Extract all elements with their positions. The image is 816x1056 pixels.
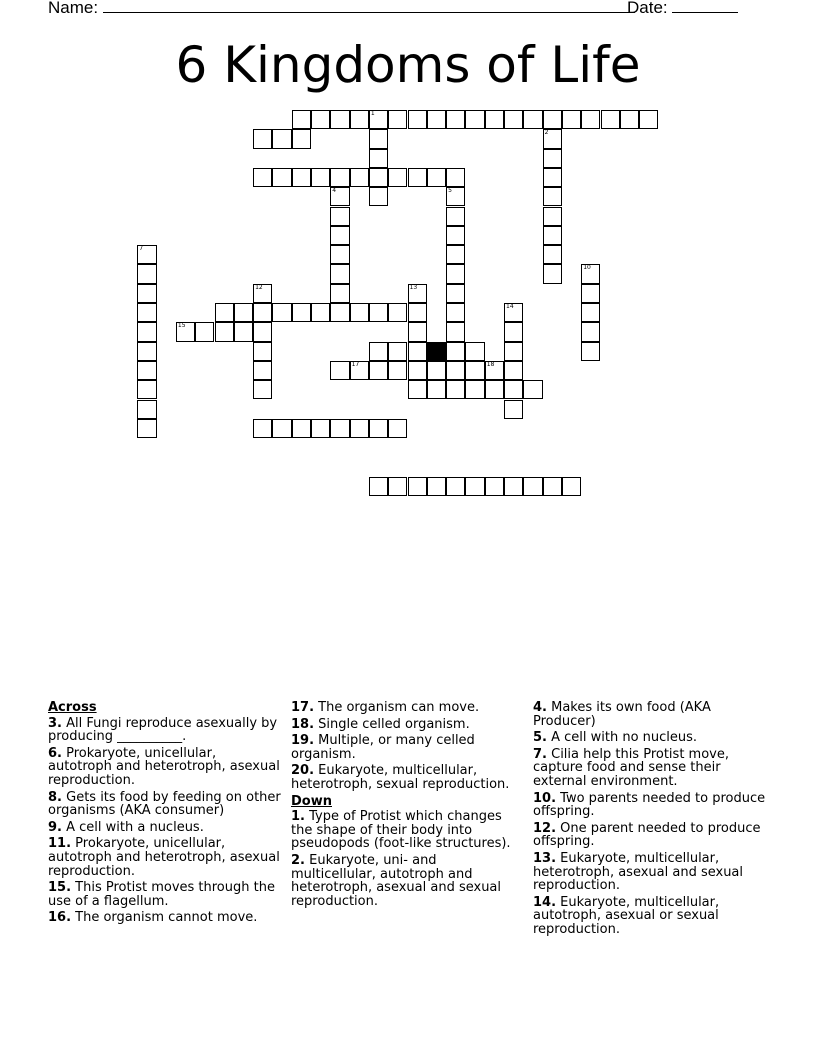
crossword-cell[interactable] [543, 245, 562, 264]
clue-number: 7. [533, 746, 547, 762]
cell-number: 13 [409, 283, 418, 291]
down-heading: Down [291, 793, 332, 809]
clue-text: All Fungi reproduce asexually by producing __________. [48, 715, 278, 745]
down-clue [533, 896, 769, 937]
crossword-cell[interactable] [446, 303, 465, 322]
crossword-cell[interactable] [446, 342, 465, 361]
cell-number: 15 [177, 322, 186, 330]
crossword-cell[interactable] [388, 419, 407, 438]
crossword-cell[interactable] [330, 284, 349, 303]
crossword-cell[interactable] [581, 322, 600, 341]
crossword-cell[interactable] [543, 264, 562, 283]
crossword-cell[interactable] [137, 284, 156, 303]
crossword-cell[interactable] [253, 322, 272, 341]
name-label: Name: [48, 0, 99, 17]
clue-number: 3. [48, 715, 62, 731]
crossword-cell[interactable] [388, 110, 407, 129]
crossword-cell[interactable] [446, 284, 465, 303]
crossword-cell[interactable] [485, 477, 504, 496]
across-clue [48, 837, 284, 878]
crossword-cell[interactable] [311, 110, 330, 129]
crossword-cell[interactable] [504, 400, 523, 419]
clue-text: A cell with no nucleus. [546, 730, 698, 746]
across-clue [48, 881, 284, 908]
crossword-cell[interactable] [581, 342, 600, 361]
down-clue [533, 792, 769, 819]
clue-text: Makes its own food (AKA Producer) [533, 700, 711, 729]
crossword-cell[interactable] [253, 361, 272, 380]
across-clues [48, 717, 284, 925]
across-clue [291, 701, 523, 715]
clue-number: 12. [533, 820, 557, 836]
crossword-cell[interactable] [504, 110, 523, 129]
clues-column-2 [291, 701, 523, 911]
clue-text: The organism cannot move. [71, 910, 258, 926]
cell-number: 12 [255, 283, 263, 291]
crossword-cell[interactable] [581, 284, 600, 303]
crossword-cell[interactable] [272, 303, 291, 322]
crossword-cell[interactable] [311, 419, 330, 438]
crossword-cell[interactable] [446, 477, 465, 496]
crossword-cell[interactable] [369, 149, 388, 168]
across-clue [48, 747, 284, 788]
across-clue [291, 764, 523, 791]
crossword-cell[interactable] [330, 264, 349, 283]
crossword-cell[interactable] [176, 322, 195, 341]
cell-number: 17 [351, 360, 360, 368]
crossword-cell[interactable] [369, 129, 388, 148]
clue-number: 13. [533, 850, 557, 866]
crossword-cell[interactable] [408, 322, 427, 341]
crossword-cell[interactable] [215, 322, 234, 341]
clue-text: Prokaryote, unicellular, autotroph and heterotroph, asexual reproduction. [48, 836, 280, 879]
clues-column-3 [533, 701, 769, 940]
crossword-cell[interactable] [253, 168, 272, 187]
crossword-cell[interactable] [388, 477, 407, 496]
crossword-cell[interactable] [465, 110, 484, 129]
crossword-cell[interactable] [408, 303, 427, 322]
crossword-cell[interactable] [369, 342, 388, 361]
crossword-cell[interactable] [543, 187, 562, 206]
clue-number: 10. [533, 790, 557, 806]
cell-number: 7 [139, 245, 144, 253]
crossword-cell[interactable] [253, 419, 272, 438]
crossword-cell[interactable] [388, 342, 407, 361]
crossword-cell[interactable] [465, 477, 484, 496]
down-clues-cont [533, 701, 769, 937]
crossword-cell[interactable] [504, 477, 523, 496]
crossword-cell[interactable] [330, 303, 349, 322]
clue-number: 8. [48, 789, 62, 805]
crossword-cell[interactable] [369, 419, 388, 438]
cell-number: 18 [486, 360, 495, 368]
clue-text: Multiple, or many celled organism. [291, 733, 475, 762]
crossword-cell[interactable] [369, 477, 388, 496]
crossword-cell[interactable] [350, 419, 369, 438]
crossword-cell[interactable] [581, 110, 600, 129]
clue-text: Eukaryote, multicellular, autotroph, asexual or sexual reproduction. [533, 894, 720, 937]
down-clue [533, 731, 769, 745]
crossword-cell[interactable] [639, 110, 658, 129]
clues-column-1 [48, 701, 284, 928]
across-heading: Across [48, 700, 97, 715]
crossword-cell[interactable] [601, 110, 620, 129]
crossword-cell[interactable] [330, 207, 349, 226]
crossword-cell[interactable] [272, 419, 291, 438]
crossword-cell[interactable] [523, 380, 542, 399]
crossword-cell[interactable] [465, 361, 484, 380]
crossword-cell[interactable] [137, 245, 156, 264]
clue-text: The organism can move. [314, 700, 480, 715]
crossword-cell[interactable] [195, 322, 214, 341]
down-clue [533, 701, 769, 728]
crossword-cell[interactable] [408, 342, 427, 361]
clue-number: 19. [291, 733, 315, 749]
crossword-cell[interactable] [465, 342, 484, 361]
date-label: Date: [627, 0, 668, 17]
crossword-cell[interactable] [543, 477, 562, 496]
crossword-cell[interactable] [408, 380, 427, 399]
crossword-cell[interactable] [408, 477, 427, 496]
clue-number: 20. [291, 763, 315, 779]
crossword-cell[interactable] [543, 168, 562, 187]
crossword-cell[interactable] [369, 168, 388, 187]
crossword-cell[interactable] [330, 187, 349, 206]
crossword-cell[interactable] [581, 303, 600, 322]
crossword-cell[interactable] [485, 361, 504, 380]
crossword-cell[interactable] [388, 303, 407, 322]
clue-number: 14. [533, 894, 557, 910]
crossword-cell[interactable] [253, 380, 272, 399]
crossword-cell[interactable] [504, 322, 523, 341]
crossword-cell[interactable] [137, 264, 156, 283]
across-clue [291, 734, 523, 761]
crossword-cell[interactable] [253, 303, 272, 322]
crossword-cell[interactable] [543, 129, 562, 148]
crossword-cell[interactable] [408, 168, 427, 187]
crossword-cell[interactable] [504, 380, 523, 399]
crossword-cell[interactable] [292, 419, 311, 438]
down-clue [533, 852, 769, 893]
clue-text: This Protist moves through the use of a flagellum. [48, 880, 275, 909]
crossword-cell[interactable] [485, 110, 504, 129]
crossword-cell[interactable] [292, 168, 311, 187]
down-clues [291, 810, 523, 908]
across-clue [48, 717, 284, 744]
crossword-cell[interactable] [330, 226, 349, 245]
crossword-cell[interactable] [253, 129, 272, 148]
crossword-grid [0, 0, 816, 450]
crossword-cell[interactable] [620, 110, 639, 129]
crossword-cell[interactable] [504, 361, 523, 380]
crossword-cell[interactable] [504, 342, 523, 361]
crossword-cell[interactable] [137, 380, 156, 399]
crossword-cell[interactable] [446, 361, 465, 380]
across-clue [291, 718, 523, 732]
crossword-cell[interactable] [562, 110, 581, 129]
crossword-cell[interactable] [272, 129, 291, 148]
crossword-cell[interactable] [272, 168, 291, 187]
crossword-cell[interactable] [465, 380, 484, 399]
down-clue [533, 822, 769, 849]
crossword-cell[interactable] [350, 361, 369, 380]
crossword-cell[interactable] [369, 110, 388, 129]
crossword-cell[interactable] [330, 110, 349, 129]
crossword-cell[interactable] [369, 303, 388, 322]
clue-text: Gets its food by feeding on other organisms (AKA consumer) [48, 789, 281, 819]
crossword-cell[interactable] [292, 303, 311, 322]
crossword-cell[interactable] [253, 342, 272, 361]
crossword-cell[interactable] [446, 168, 465, 187]
crossword-cell[interactable] [137, 419, 156, 438]
crossword-cell[interactable] [446, 380, 465, 399]
crossword-cell[interactable] [408, 284, 427, 303]
crossword-cell[interactable] [504, 303, 523, 322]
crossword-cell[interactable] [137, 361, 156, 380]
cell-number: 2 [544, 129, 549, 137]
crossword-cell[interactable] [350, 303, 369, 322]
crossword-cell[interactable] [446, 264, 465, 283]
crossword-cell[interactable] [137, 303, 156, 322]
crossword-cell[interactable] [446, 226, 465, 245]
clue-number: 1. [291, 809, 305, 825]
across-clue [48, 911, 284, 925]
crossword-cell[interactable] [330, 245, 349, 264]
crossword-cell[interactable] [446, 245, 465, 264]
crossword-cell[interactable] [427, 477, 446, 496]
crossword-cell[interactable] [311, 168, 330, 187]
clue-text: Prokaryote, unicellular, autotroph and heterotroph, asexual reproduction. [48, 745, 280, 788]
crossword-cell[interactable] [543, 226, 562, 245]
clue-number: 4. [533, 700, 547, 715]
crossword-cell[interactable] [137, 322, 156, 341]
across-clue [48, 791, 284, 818]
crossword-cell[interactable] [543, 149, 562, 168]
crossword-cell[interactable] [369, 187, 388, 206]
crossword-cell[interactable] [330, 419, 349, 438]
crossword-cell[interactable] [350, 168, 369, 187]
blocked-cell [427, 342, 446, 361]
crossword-cell[interactable] [408, 361, 427, 380]
crossword-cell[interactable] [234, 322, 253, 341]
page-title: 6 Kingdoms of Life [175, 36, 641, 94]
clue-number: 5. [533, 730, 547, 746]
crossword-cell[interactable] [562, 477, 581, 496]
cell-number: 14 [506, 303, 514, 310]
clue-number: 16. [48, 910, 72, 926]
down-clue [533, 748, 769, 789]
clue-number: 11. [48, 836, 72, 852]
cell-number: 4 [332, 187, 337, 195]
clue-text: Type of Protist which changes the shape of their body into pseudopods (foot-like structures). [291, 809, 511, 852]
clue-number: 17. [291, 700, 315, 715]
crossword-cell[interactable] [388, 168, 407, 187]
clue-text: Eukaryote, multicellular, heterotroph, sexual reproduction. [291, 763, 510, 792]
crossword-cell[interactable] [427, 380, 446, 399]
clue-number: 6. [48, 745, 62, 761]
crossword-cell[interactable] [388, 361, 407, 380]
crossword-cell[interactable] [581, 264, 600, 283]
clue-text: Two parents needed to produce offspring. [533, 790, 766, 820]
crossword-cell[interactable] [292, 110, 311, 129]
clue-number: 2. [291, 852, 305, 868]
crossword-cell[interactable] [253, 284, 272, 303]
across-clues-cont [291, 701, 523, 792]
crossword-cell[interactable] [427, 361, 446, 380]
clue-text: Eukaryote, uni- and multicellular, autotroph and heterotroph, asexual and sexual reproduction. [291, 852, 502, 909]
clue-text: One parent needed to produce offspring. [533, 820, 761, 850]
clue-number: 18. [291, 716, 315, 732]
crossword-cell[interactable] [485, 380, 504, 399]
crossword-cell[interactable] [408, 110, 427, 129]
crossword-cell[interactable] [523, 477, 542, 496]
across-clue [48, 821, 284, 835]
crossword-cell[interactable] [446, 322, 465, 341]
clue-number: 15. [48, 880, 72, 896]
crossword-cell[interactable] [523, 110, 542, 129]
crossword-cell[interactable] [427, 110, 446, 129]
crossword-cell[interactable] [311, 303, 330, 322]
cell-number: 10 [583, 264, 591, 272]
clue-text: Single celled organism. [314, 716, 470, 732]
clue-number: 9. [48, 819, 62, 835]
clue-text: A cell with a nucleus. [61, 819, 204, 835]
crossword-cell[interactable] [446, 110, 465, 129]
cell-number: 5 [448, 187, 452, 195]
crossword-cell[interactable] [137, 342, 156, 361]
down-clue [291, 854, 523, 908]
down-clue [291, 810, 523, 851]
crossword-cell[interactable] [446, 187, 465, 206]
crossword-cell[interactable] [137, 400, 156, 419]
crossword-cell[interactable] [543, 110, 562, 129]
crossword-cell[interactable] [330, 168, 349, 187]
crossword-cell[interactable] [427, 168, 446, 187]
crossword-cell[interactable] [446, 207, 465, 226]
crossword-cell[interactable] [369, 361, 388, 380]
cell-number: 1 [370, 110, 375, 117]
crossword-cell[interactable] [215, 303, 234, 322]
crossword-cell[interactable] [330, 361, 349, 380]
crossword-cell[interactable] [543, 207, 562, 226]
crossword-cell[interactable] [292, 129, 311, 148]
crossword-cell[interactable] [234, 303, 253, 322]
clue-text: Eukaryote, multicellular, heterotroph, asexual and sexual reproduction. [533, 850, 744, 894]
clue-text: Cilia help this Protist move, capture food and sense their external environment. [533, 746, 729, 789]
crossword-cell[interactable] [350, 110, 369, 129]
